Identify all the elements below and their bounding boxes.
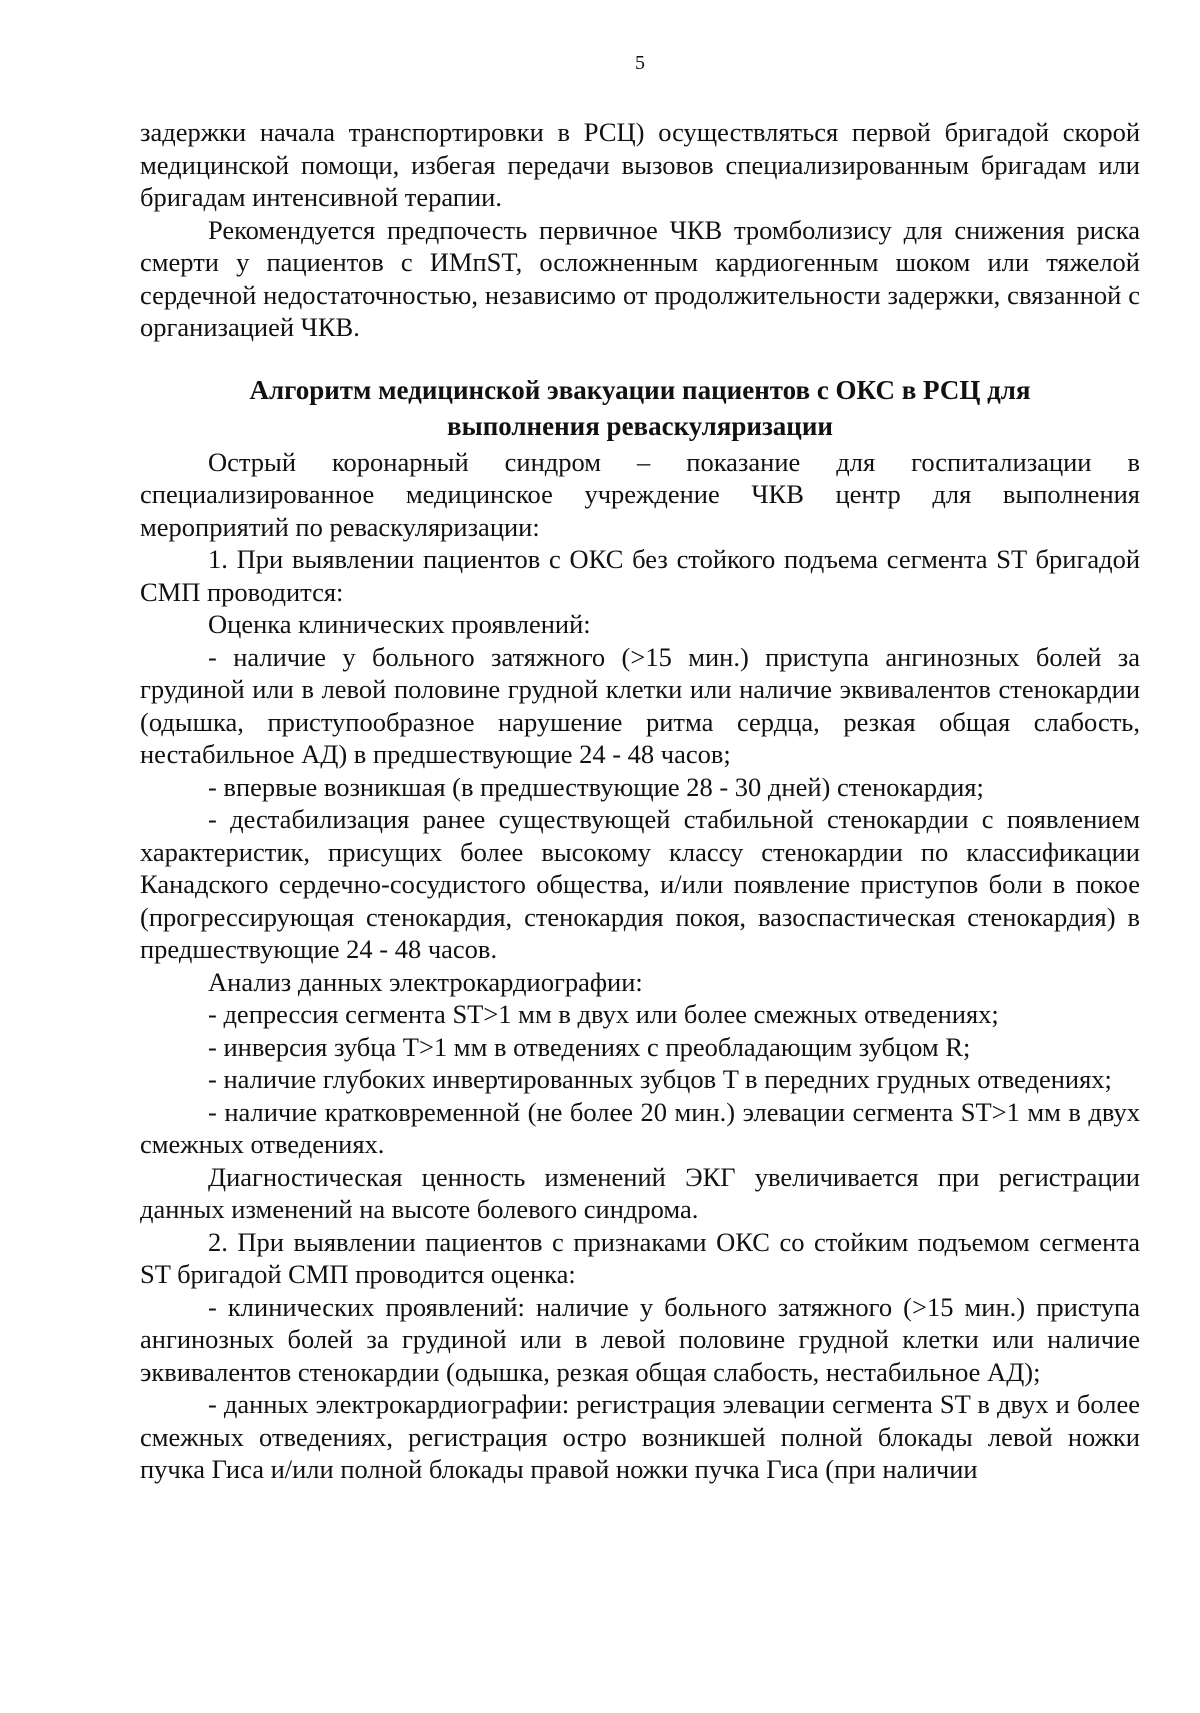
list-item: - впервые возникшая (в предшествующие 28 - 30 дней) стенокардия; — [208, 771, 984, 802]
paragraph-continuation: задержки начала транспортировки в РСЦ) осуществляться первой бригадой скорой медицинской помощи, избегая передачи вызовов специализированным бригадам или бригадам интенсивной терапии. — [140, 117, 1140, 212]
paragraph-recommendation: Рекомендуется предпочесть первичное ЧКВ тромболизису для снижения риска смерти у пациентов с ИМпST, осложненным кардиогенным шоком или тяжелой сердечной недостаточностью, независимо от продолжительности задержки, связанной с организацией ЧКВ. — [140, 214, 1140, 342]
list-item: - клинических проявлений: наличие у больного затяжного (>15 мин.) приступа ангинозных болей за грудиной или в левой половине грудной клетки или наличие эквивалентов стенокардии (одышка, резкая общая слабость, нестабильное АД); — [140, 1291, 1140, 1387]
paragraph-clinical-assessment: Оценка клинических проявлений: — [208, 609, 591, 639]
paragraph-item-2: 2. При выявлении пациентов с признаками ОКС со стойким подъемом сегмента ST бригадой СМП проводится оценка: — [140, 1226, 1140, 1289]
list-item: - данных электрокардиографии: регистрация элевации сегмента ST в двух и более смежных отведениях, регистрация остро возникшей полной блокады левой ножки пучка Гиса и/или полной блокады правой ножки пучка Гиса (при наличии — [140, 1389, 1140, 1484]
document-page — [140, 52, 1140, 1486]
list-item: - депрессия сегмента ST>1 мм в двух или более смежных отведениях; — [208, 999, 999, 1029]
list-item: - дестабилизация ранее существующей стабильной стенокардии с появлением характеристик, присущих более высокому классу стенокардии по классификации Канадского сердечно-сосудистого общества, и/или появление приступов боли в покое (прогрессирующая стенокардия, стенокардия покоя, вазоспастическая стенокардия) в предшествующие 24 - 48 часов. — [140, 804, 1140, 964]
page-number: 5 — [635, 52, 645, 74]
section-heading: Алгоритм медицинской эвакуации пациентов с ОКС в РСЦ для выполнения реваскуляризации — [249, 374, 1031, 441]
list-item: - наличие у больного затяжного (>15 мин.) приступа ангинозных болей за грудиной или в левой половине грудной клетки или наличие эквивалентов стенокардии (одышка, приступообразное нарушение ритма сердца, резкая общая слабость, нестабильное АД) в предшествующие 24 - 48 часов; — [140, 641, 1140, 769]
paragraph-item-1: 1. При выявлении пациентов с ОКС без стойкого подъема сегмента ST бригадой СМП проводится: — [140, 544, 1140, 607]
paragraph-ecg-analysis: Анализ данных электрокардиографии: — [208, 966, 643, 997]
paragraph-ecg-value: Диагностическая ценность изменений ЭКГ увеличивается при регистрации данных изменений на высоте болевого синдрома. — [140, 1161, 1140, 1224]
paragraph-acs-indication: Острый коронарный синдром – показание для госпитализации в специализированное медицинское учреждение ЧКВ центр для выполнения мероприятий по реваскуляризации: — [140, 446, 1140, 542]
list-item: - инверсия зубца T>1 мм в отведениях с преобладающим зубцом R; — [208, 1031, 971, 1062]
list-item: - наличие глубоких инвертированных зубцов T в передних грудных отведениях; — [208, 1064, 1112, 1094]
list-item: - наличие кратковременной (не более 20 мин.) элевации сегмента ST>1 мм в двух смежных отведениях. — [140, 1096, 1140, 1159]
